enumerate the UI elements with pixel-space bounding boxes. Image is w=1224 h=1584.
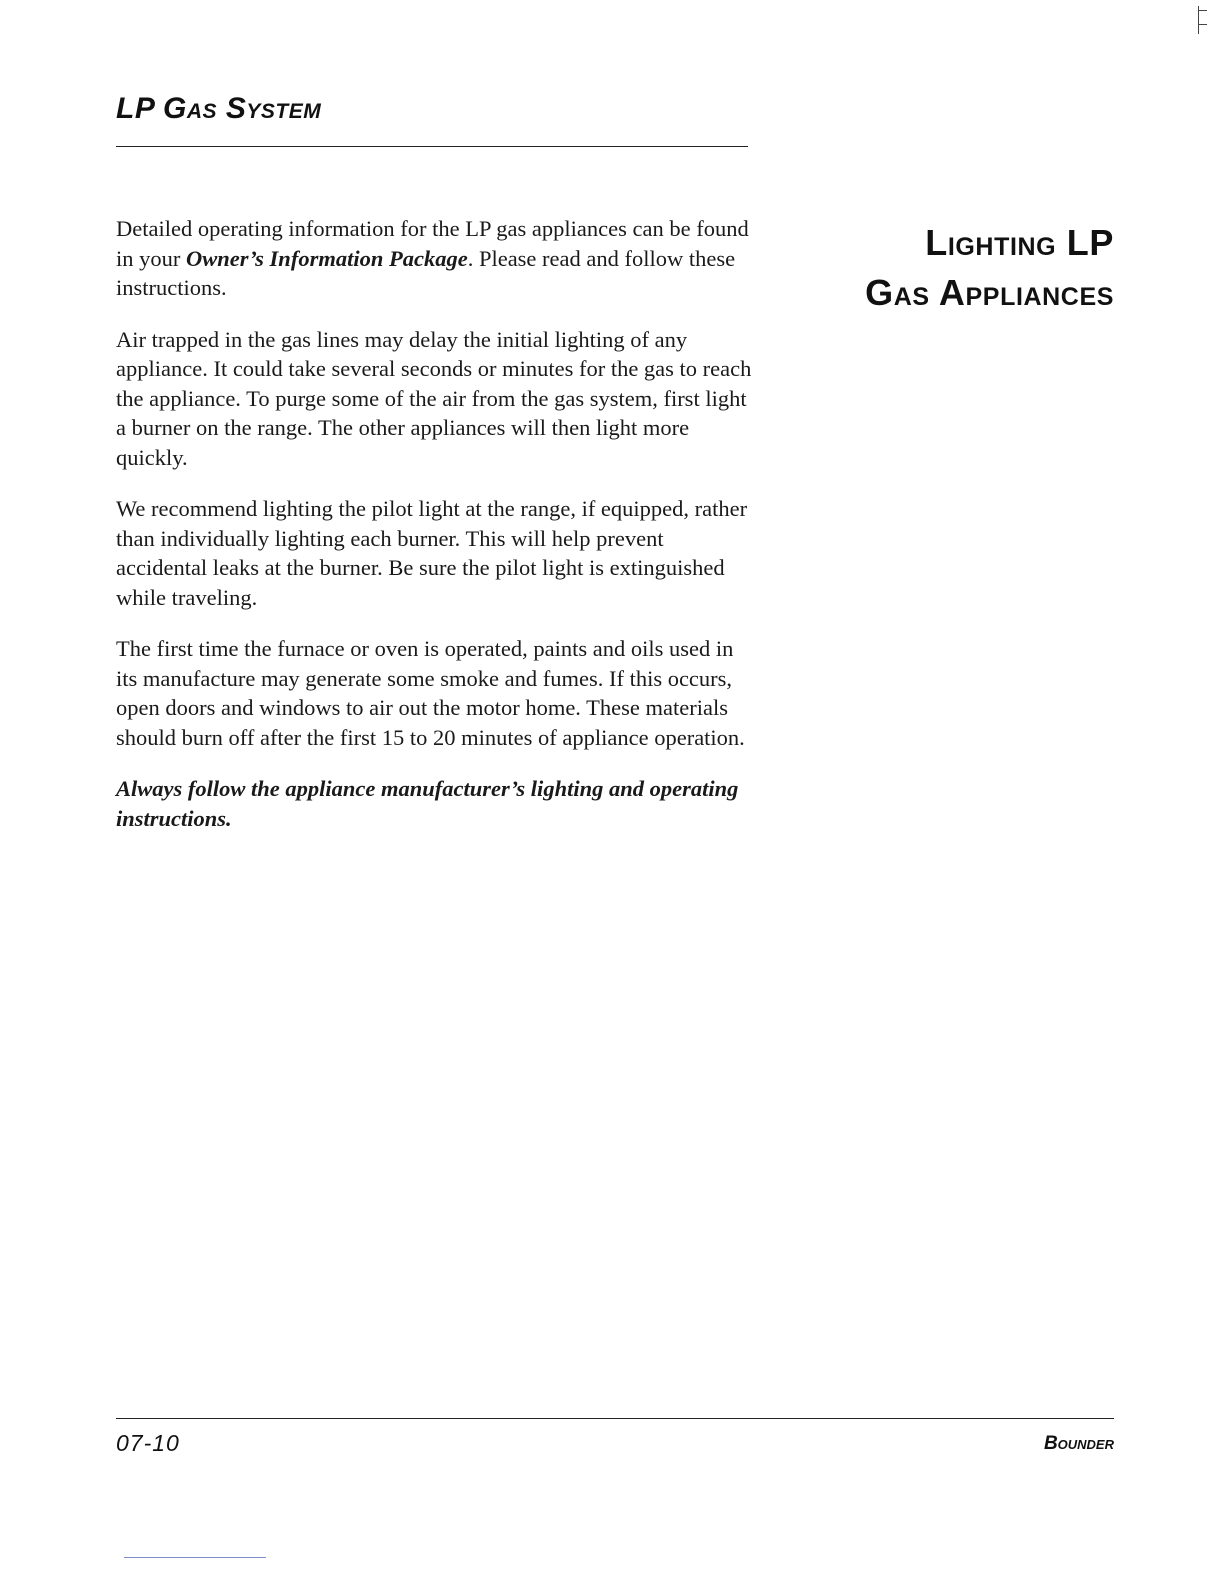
paragraph-manufacturer-instructions: Always follow the appliance manufacturer’s lighting and operating instructions.: [116, 776, 739, 831]
footer-brand: Bounder: [1043, 1433, 1114, 1454]
paragraph-air-trapped: Air trapped in the gas lines may delay the initial lighting of any appliance. It could take several seconds or minutes for the gas to reach the appliance. To purge some of the air from the gas system, first light a burner on the range. The other appliances will then light more quickly.: [116, 326, 752, 470]
scan-artifact-line: [124, 1557, 266, 1558]
side-heading: [790, 218, 1114, 318]
section-title: LP Gas System: [116, 92, 322, 125]
paragraph-first-operation: The first time the furnace or oven is operated, paints and oils used in its manufacture may generate some smoke and fumes. If this occurs, open doors and windows to air out the motor home. These materials should burn off after the first 15 to 20 minutes of appliance operation.: [116, 636, 745, 750]
paragraph-owners-info: [116, 214, 756, 303]
paragraph-owners-info-text-b: . Please read and follow these instructions.: [116, 245, 736, 300]
page-number: 07-10: [116, 1430, 180, 1456]
body-text: [116, 214, 756, 855]
side-heading-line-2: Gas Appliances: [865, 272, 1114, 313]
owners-information-package: Owner’s Information Package: [186, 245, 468, 271]
footer-divider: [116, 1418, 1114, 1419]
paragraph-owners-info-text-a: Detailed operating information for the LP gas appliances can be found in your: [116, 216, 749, 271]
paragraph-pilot-light: We recommend lighting the pilot light at the range, if equipped, rather than individually lighting each burner. This will help prevent accidental leaks at the burner. Be sure the pilot light is extinguished while traveling.: [116, 496, 748, 610]
title-divider: [116, 146, 748, 147]
side-heading-line-1: Lighting LP: [925, 222, 1114, 263]
scan-edge-mark: [1198, 6, 1211, 34]
